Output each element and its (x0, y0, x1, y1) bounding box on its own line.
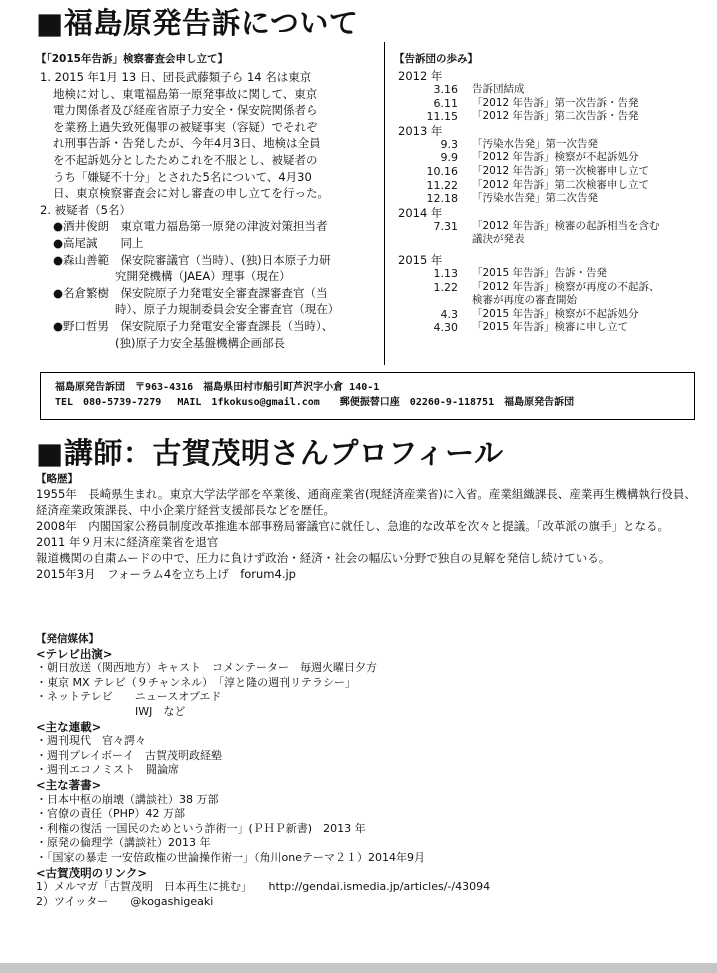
complaint-line: 電力関係者及び経産省原子力安全・保安院関係者ら (53, 103, 318, 118)
suspect-row (40, 218, 378, 235)
contact-box (40, 372, 695, 420)
suspect-name: ●高尾誠 (53, 235, 98, 250)
timeline-event (398, 110, 698, 124)
event-date: 1.13 (433, 266, 458, 280)
suspect-role: 保安院原子力発電安全審査課長（当時）、 (120, 318, 334, 333)
event-date: 10.16 (426, 164, 458, 178)
links-heading: <古賀茂明のリンク> (36, 865, 148, 880)
complaint-body (40, 69, 378, 351)
complaint-line: れ刑事告訴・告発したが、今年4月3日、地検は全員 (53, 136, 321, 151)
complaint-heading: 【「2015年告訴」検察審査会申し立て】 (36, 53, 228, 65)
event-date: 6.11 (433, 96, 458, 110)
tv-item: ・ネットテレビ ニュースオプエド (36, 690, 222, 704)
section-title-complaint: ■福島原発告訴について (36, 6, 359, 40)
serial-heading: <主な連載> (36, 719, 102, 734)
serial-item: ・週刊現代 官々諤々 (36, 734, 146, 748)
serial-item: ・週刊プレイボーイ 古賀茂明政経塾 (36, 748, 223, 762)
link-item: 2）ツイッター @kogashigeaki (36, 894, 214, 908)
event-date: 12.18 (426, 192, 458, 206)
suspects-heading: 2. 被疑者（5名） (40, 202, 131, 217)
timeline-heading: 【告訴団の歩み】 (394, 53, 478, 65)
event-text: 「2012 年告訴」検察が再度の不起訴、 (472, 280, 660, 293)
profile-paragraph: 報道機関の自粛ムードの中で、圧力に負けず政治・経済・社会の幅広い分野で独自の見解を発信し続けている。 (36, 551, 611, 565)
timeline-event (398, 308, 698, 322)
complaint-line: 1. 2015 年1月 13 日、団長武藤類子ら 14 名は東京 (40, 70, 312, 84)
complaint-line: を不起訴処分としたためこれを不服とし、被疑者の (53, 152, 318, 167)
complaint-line: 地検に対し、東電福島第一原発事故に関して、東京 (53, 86, 318, 101)
media-section (36, 632, 706, 909)
timeline-year: 2012 年 (398, 69, 443, 83)
timeline-event (398, 179, 698, 193)
contact-address: 福島原発告訴団 〒963-4316 福島県田村市船引町芦沢字小倉 140-1 (55, 382, 380, 393)
event-text-cont: 検審が再度の審査開始 (472, 294, 577, 307)
complaint-line: うち「嫌疑不十分」とされた5名について、4月30 (53, 169, 312, 184)
suspect-role: 保安院審議官（当時）、(独)日本原子力研 (120, 252, 331, 267)
suspect-role-cont: 時）、原子力規制委員会安全審査官（現在） (115, 302, 340, 317)
media-heading: 【発信媒体】 (36, 633, 99, 645)
event-text: 「2012 年告訴」第二次検審申し立て (472, 178, 650, 191)
profile-heading: 【略歴】 (36, 473, 78, 485)
timeline-event (398, 83, 698, 97)
event-date: 4.3 (440, 307, 458, 321)
suspect-row (40, 285, 378, 302)
timeline (398, 69, 698, 335)
suspect-role: 東京電力福島第一原発の津波対策担当者 (120, 219, 328, 234)
event-date: 1.22 (433, 280, 458, 294)
event-date: 7.31 (433, 219, 458, 233)
book-item: ・日本中枢の崩壊（講談社）38 万部 (36, 792, 219, 806)
suspect-role-cont: (独)原子力安全基盤機構企画部長 (115, 335, 285, 350)
book-item: ・「国家の暴走 一安倍政権の世論操作術一」（角川oneテーマ２１）2014年9月 (36, 850, 425, 864)
event-date: 11.15 (426, 110, 458, 124)
suspect-name: ●名倉繁樹 (53, 285, 110, 300)
event-date: 9.9 (440, 151, 458, 165)
timeline-event (398, 165, 698, 179)
column-divider (384, 42, 385, 365)
event-text: 「汚染水告発」第二次告発 (472, 192, 598, 205)
profile-paragraph: 2008年 内閣国家公務員制度改革推進本部事務局審議官に就任し、急進的な改革を次々と提議。「改革派の旗手」となる。 (36, 519, 670, 533)
event-text: 「2015 年告訴」告訴・告発 (472, 266, 608, 279)
complaint-line: 日、東京検察審査会に対し審査の申し立てを行った。 (53, 186, 329, 201)
contact-tel-mail: TEL 080-5739-7279 MAIL 1fkokuso@gmail.com 郵便振替口座 02260-9-118751 福島原発告訴団 (55, 397, 575, 408)
tv-item: ・朝日放送（関西地方）キャスト コメンテーター 毎週火曜日夕方 (36, 661, 377, 675)
tv-item: IWJ など (36, 704, 186, 718)
profile-paragraph: 2011 年９月末に経済産業省を退官 (36, 535, 219, 549)
suspect-name: ●酒井俊朗 (53, 219, 110, 234)
timeline-event (398, 267, 698, 281)
event-date: 3.16 (433, 83, 458, 96)
timeline-event (398, 281, 698, 295)
event-text: 「汚染水告発」第一次告発 (472, 137, 598, 150)
timeline-year: 2014 年 (398, 205, 443, 220)
suspect-role-cont: 究開発機構（JAEA）理事（現在） (115, 269, 291, 284)
event-date: 11.22 (426, 178, 458, 192)
suspect-row (40, 235, 378, 252)
event-text: 「2012 年告訴」検審の起訴相当を含む (472, 219, 660, 232)
event-text: 「2015 年告訴」検察が不起訴処分 (472, 307, 639, 320)
event-text: 告訴団結成 (472, 83, 525, 95)
footer-bar (0, 963, 717, 973)
timeline-year: 2015 年 (398, 252, 443, 267)
event-text-cont: 議決が発表 (472, 233, 525, 246)
suspect-name: ●野口哲男 (53, 318, 110, 333)
profile-paragraph: 2015年3月 フォーラム4を立ち上げ forum4.jp (36, 567, 296, 581)
event-date: 4.30 (433, 321, 458, 335)
serial-item: ・週刊エコノミスト 闘論席 (36, 763, 179, 777)
event-text: 「2015 年告訴」検審に申し立て (472, 321, 629, 334)
timeline-event (398, 97, 698, 111)
timeline-event (398, 220, 698, 234)
book-item: ・利権の復活 一国民のためという詐術一」(ＰＨＰ新書) 2013 年 (36, 821, 366, 835)
timeline-year: 2013 年 (398, 123, 443, 138)
timeline-event (398, 138, 698, 152)
suspect-row (40, 252, 378, 269)
suspect-role: 保安院原子力発電安全審査課審査官（当 (120, 285, 328, 300)
tv-heading: <テレビ出演> (36, 646, 113, 661)
timeline-event (398, 151, 698, 165)
suspect-name: ●森山善範 (53, 252, 110, 267)
suspect-row (40, 318, 378, 335)
profile-body (36, 486, 706, 582)
timeline-event (398, 192, 698, 206)
book-item: ・原発の倫理学（講談社）2013 年 (36, 836, 211, 850)
event-date: 9.3 (440, 137, 458, 151)
event-text: 「2012 年告訴」第二次告訴・告発 (472, 110, 639, 123)
event-text: 「2012 年告訴」第一次検審申し立て (472, 164, 650, 177)
complaint-line: を業務上過失致死傷罪の被疑事実（容疑）でそれぞ (53, 119, 318, 134)
books-heading: <主な著書> (36, 777, 102, 792)
timeline-event (398, 321, 698, 335)
section-title-profile: ■講師：古賀茂明さんプロフィール (36, 436, 504, 470)
suspect-role: 同上 (120, 235, 144, 250)
event-text: 「2012 年告訴」検察が不起訴処分 (472, 151, 639, 164)
event-text: 「2012 年告訴」第一次告訴・告発 (472, 96, 639, 109)
link-item: 1）メルマガ「古賀茂明 日本再生に挑む」 http://gendai.ismedia.jp/articles/-/43094 (36, 880, 491, 894)
book-item: ・官僚の責任（PHP）42 万部 (36, 807, 186, 821)
tv-item: ・東京 MX テレビ（９チャンネル） 「淳と隆の週刊リテラシー」 (36, 675, 356, 689)
profile-paragraph: 1955年 長崎県生まれ。東京大学法学部を卒業後、通商産業省(現経済産業省)に入省。産業組織課長、産業再生機構執行役員、経済産業政策課長、中小企業庁経営支援部長などを歴任。 (36, 487, 696, 517)
